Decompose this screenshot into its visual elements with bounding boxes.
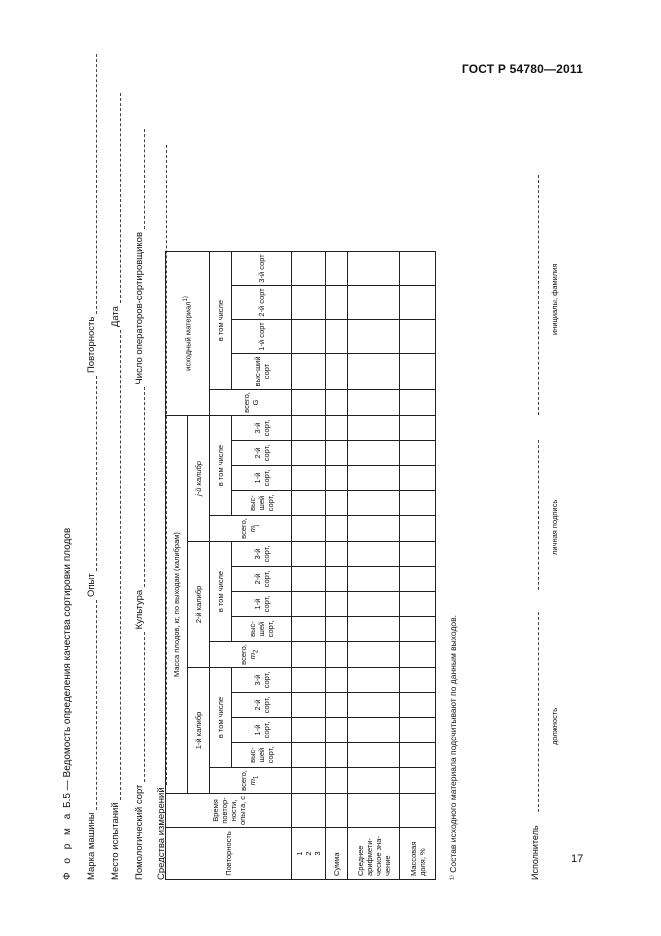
mean-label: Среднее арифмети-ческое зна-чение: [348, 828, 400, 880]
src-top: выс-ший сорт: [232, 354, 292, 390]
meta-row-3: [134, 129, 145, 880]
table-row: [400, 252, 436, 880]
src-incl: в том числе: [210, 252, 232, 390]
form-title-prefix: Ф о р м а: [62, 810, 73, 880]
initials-line[interactable]: [538, 175, 539, 415]
c2-g1: 1-й сорт,: [232, 592, 292, 617]
table-row: [348, 252, 400, 880]
repeat-numbers: [292, 828, 326, 880]
cj-incl: в том числе: [210, 416, 232, 516]
row-2-label: 2: [304, 851, 313, 856]
c2-total-label: всего,: [239, 644, 249, 665]
sum-label: Сумма: [326, 828, 348, 880]
cj-m: m: [248, 526, 258, 533]
c2-m: m: [248, 653, 258, 660]
culture-label: Культура: [134, 589, 145, 630]
source-material-label: исходный материал: [183, 301, 193, 371]
experiment-label: Опыт: [86, 573, 97, 598]
src-G: G: [250, 399, 260, 406]
machine-label: Марка машины: [86, 812, 97, 880]
col-repeat-header: Повторность: [166, 828, 292, 880]
c2-top: выс-шей сорт,: [232, 617, 292, 642]
c1-g1: 1-й сорт,: [232, 718, 292, 743]
experiment-line[interactable]: [86, 376, 97, 571]
col-time-header: Время повтор-ности, опыта, с: [166, 794, 292, 828]
c2-incl: в том числе: [210, 542, 232, 642]
src-g1: 1-й сорт: [232, 320, 292, 354]
cj-g1: 1-й сорт,: [232, 466, 292, 491]
cj-sub: j: [253, 524, 260, 527]
cj-g3: 3-й сорт,: [232, 416, 292, 441]
meta-row-2: [110, 93, 121, 880]
date-label: Дата: [110, 306, 121, 328]
row-3-label: 3: [313, 851, 322, 856]
place-label: Место испытаний: [110, 802, 121, 880]
row-1-label: 1: [295, 851, 304, 856]
c2-total: [210, 642, 292, 668]
c1-incl: в том числе: [210, 668, 232, 768]
caliberj-header: [188, 416, 210, 542]
c2-g3: 3-й сорт,: [232, 542, 292, 567]
src-total-label: всего,: [241, 392, 251, 413]
culture-line[interactable]: [134, 387, 145, 587]
caliber1-header: 1-й калибр: [188, 668, 210, 794]
c2-g2: 2-й сорт,: [232, 567, 292, 592]
c1-total-label: всего,: [239, 770, 249, 791]
page-number: 17: [571, 853, 584, 865]
share-label: Массовая доля, %: [400, 828, 436, 880]
footnote: ¹⁾ Состав исходного материала подсчитывают по данным выходов.: [448, 614, 458, 880]
cj-top: выс-шей сорт,: [232, 491, 292, 516]
source-material-header: [166, 252, 210, 416]
c1-g3: 3-й сорт,: [232, 668, 292, 693]
meta-row-1: [86, 54, 97, 880]
form-title: [62, 528, 73, 880]
signature-caption: личная подпись: [550, 499, 559, 555]
instruments-label: Средства измерений: [156, 787, 167, 880]
c1-top: выс-шей сорт,: [232, 743, 292, 768]
operators-line[interactable]: [134, 129, 145, 229]
source-footnote-mark: 1): [183, 296, 190, 302]
pomological-line[interactable]: [134, 632, 145, 782]
caliberj-label: j-й калибр: [194, 461, 203, 496]
position-caption: должность: [550, 707, 559, 745]
cj-g2: 2-й сорт,: [232, 441, 292, 466]
pomological-label: Помологический сорт: [134, 784, 145, 880]
cj-total-label: всего,: [239, 518, 249, 539]
date-line[interactable]: [110, 93, 121, 303]
c1-total: [210, 768, 292, 794]
rotated-form: [60, 100, 580, 880]
standard-header: ГОСТ Р 54780—2011: [461, 62, 583, 76]
repeat-label: Повторность: [86, 316, 97, 374]
position-line[interactable]: [538, 612, 539, 812]
repeat-line[interactable]: [86, 54, 97, 314]
initials-caption: инициалы, фамилия: [550, 263, 559, 335]
c1-m: m: [248, 779, 258, 786]
c1-sub: 1: [253, 775, 260, 780]
src-g2: 2-й сорт: [232, 286, 292, 320]
table-row: [326, 252, 348, 880]
signature-line[interactable]: [538, 440, 539, 590]
executor-label: Исполнитель: [530, 825, 540, 880]
src-total: [210, 390, 292, 416]
mass-header: Масса плодов, кг, по выходам (калибрам): [166, 416, 188, 794]
form-title-text: Б.5 — Ведомость определения качества сортировки плодов: [62, 527, 73, 808]
c2-sub: 2: [253, 649, 260, 654]
sorting-table: [165, 251, 436, 880]
table-row: [292, 252, 326, 880]
place-line[interactable]: [110, 330, 121, 800]
operators-label: Число операторов-сортировщиков: [134, 232, 145, 385]
machine-line[interactable]: [86, 600, 97, 810]
src-g3: 3-й сорт: [232, 252, 292, 286]
caliber2-header: 2-й калибр: [188, 542, 210, 668]
c1-g2: 2-й сорт,: [232, 693, 292, 718]
cj-total: [210, 516, 292, 542]
